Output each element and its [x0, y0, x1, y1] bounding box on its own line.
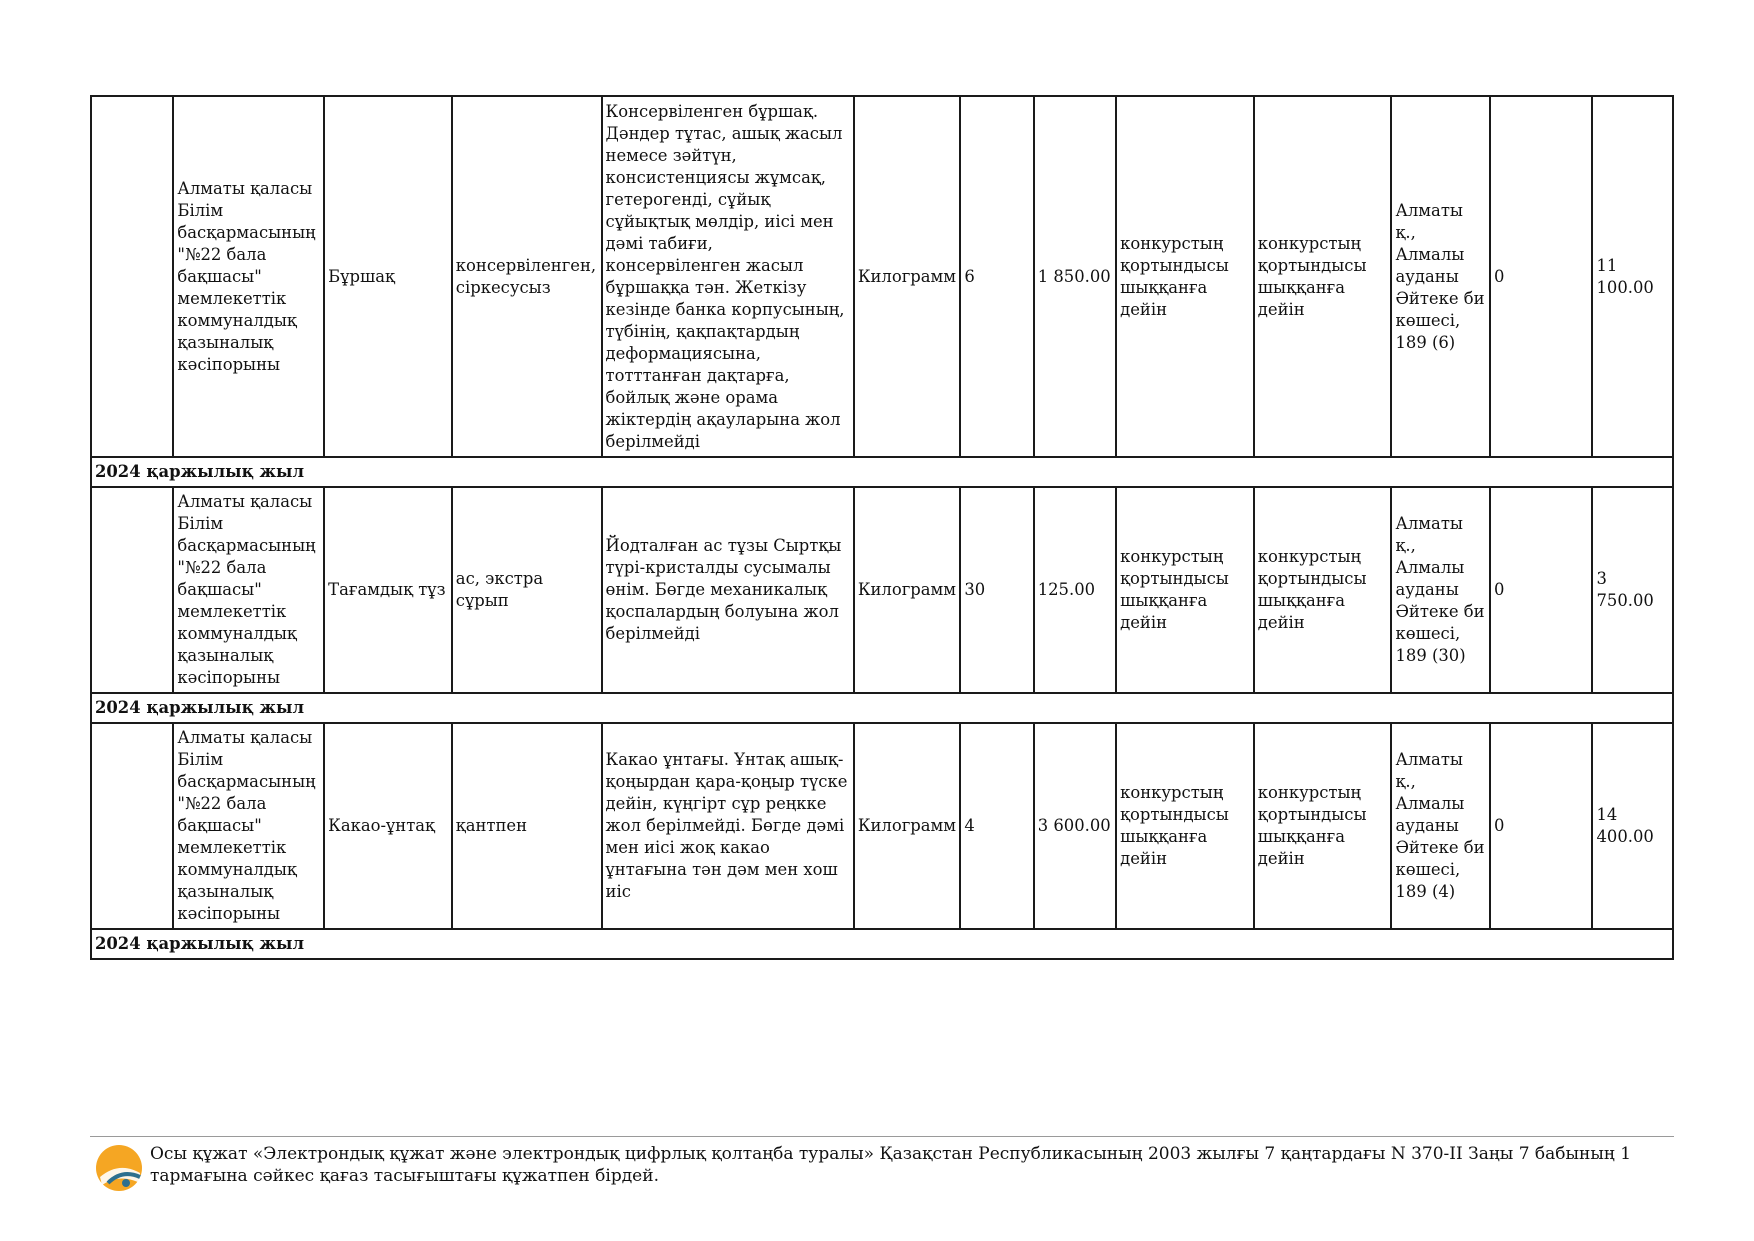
- sum-cell: 14 400.00: [1592, 723, 1673, 929]
- year-row: [91, 457, 1673, 487]
- advance-cell: 0: [1490, 487, 1593, 693]
- quantity-cell: 30: [960, 487, 1033, 693]
- procurement-table: [90, 95, 1674, 960]
- table-row: [91, 96, 1673, 457]
- place-cell: Алматы қ., Алмалы ауданы Әйтеке би көшесі, 189 (30): [1391, 487, 1489, 693]
- description-cell: Йодталған ас тұзы Сыртқы түрі-кристалды сусымалы өнім. Бөгде механикалық қоспалардың болуына жол берілмейді: [602, 487, 854, 693]
- item-name-cell: Какао-ұнтақ: [324, 723, 452, 929]
- unit-cell: Килограмм: [854, 487, 961, 693]
- advance-cell: 0: [1490, 96, 1593, 457]
- year-row: [91, 693, 1673, 723]
- term-end-cell: конкурстың қортындысы шыққанға дейін: [1254, 96, 1392, 457]
- quantity-cell: 4: [960, 723, 1033, 929]
- description-cell: Консервіленген бұршақ. Дәндер тұтас, ашық жасыл немесе зәйтүн, консистенциясы жұмсақ, гетерогенді, сұйық сұйықтық мөлдір, иісі мен дәмі табиғи, консервіленген жасыл бұршаққа тән. Жеткізу кезінде банка корпусының, түбінің, қақпақтардың деформациясына, тотттанған дақтарға, бойлық және орама жіктердің ақауларына жол берілмейді: [602, 96, 854, 457]
- quantity-cell: 6: [960, 96, 1033, 457]
- egov-seal-icon: [94, 1143, 144, 1193]
- row-number-cell: [91, 487, 173, 693]
- document-footer: [90, 1136, 1674, 1186]
- characteristic-cell: ас, экстра сұрып: [452, 487, 602, 693]
- price-cell: 125.00: [1034, 487, 1116, 693]
- price-cell: 3 600.00: [1034, 723, 1116, 929]
- sum-cell: 11 100.00: [1592, 96, 1673, 457]
- unit-cell: Килограмм: [854, 96, 961, 457]
- term-start-cell: конкурстың қортындысы шыққанға дейін: [1116, 487, 1254, 693]
- place-cell: Алматы қ., Алмалы ауданы Әйтеке би көшесі, 189 (6): [1391, 96, 1489, 457]
- row-number-cell: [91, 723, 173, 929]
- characteristic-cell: қантпен: [452, 723, 602, 929]
- item-name-cell: Тағамдық тұз: [324, 487, 452, 693]
- sum-cell: 3 750.00: [1592, 487, 1673, 693]
- place-cell: Алматы қ., Алмалы ауданы Әйтеке би көшесі, 189 (4): [1391, 723, 1489, 929]
- term-start-cell: конкурстың қортындысы шыққанға дейін: [1116, 723, 1254, 929]
- customer-cell: Алматы қаласы Білім басқармасының "№22 бала бақшасы" мемлекеттік коммуналдық қазыналық кәсіпорыны: [173, 723, 324, 929]
- advance-cell: 0: [1490, 723, 1593, 929]
- year-label: 2024 қаржылық жыл: [91, 929, 1673, 959]
- table-row: [91, 723, 1673, 929]
- table-row: [91, 487, 1673, 693]
- price-cell: 1 850.00: [1034, 96, 1116, 457]
- year-label: 2024 қаржылық жыл: [91, 693, 1673, 723]
- customer-cell: Алматы қаласы Білім басқармасының "№22 бала бақшасы" мемлекеттік коммуналдық қазыналық кәсіпорыны: [173, 96, 324, 457]
- characteristic-cell: консервіленген, сіркесусыз: [452, 96, 602, 457]
- legal-notice: Осы құжат «Электрондық құжат және электрондық цифрлық қолтаңба туралы» Қазақстан Республикасының 2003 жылғы 7 қаңтардағы N 370-II Заңы 7 бабының 1 тармағына сәйкес қағаз тасығыштағы құжатпен бірдей.: [150, 1144, 1632, 1186]
- year-label: 2024 қаржылық жыл: [91, 457, 1673, 487]
- term-end-cell: конкурстың қортындысы шыққанға дейін: [1254, 723, 1392, 929]
- term-end-cell: конкурстың қортындысы шыққанға дейін: [1254, 487, 1392, 693]
- term-start-cell: конкурстың қортындысы шыққанға дейін: [1116, 96, 1254, 457]
- row-number-cell: [91, 96, 173, 457]
- year-row: [91, 929, 1673, 959]
- unit-cell: Килограмм: [854, 723, 961, 929]
- description-cell: Какао ұнтағы. Ұнтақ ашық-қоңырдан қара-қоңыр түске дейін, күңгірт сұр реңкке жол берілмейді. Бөгде дәмі мен иісі жоқ какао ұнтағына тән дәм мен хош иіс: [602, 723, 854, 929]
- customer-cell: Алматы қаласы Білім басқармасының "№22 бала бақшасы" мемлекеттік коммуналдық қазыналық кәсіпорыны: [173, 487, 324, 693]
- item-name-cell: Бұршақ: [324, 96, 452, 457]
